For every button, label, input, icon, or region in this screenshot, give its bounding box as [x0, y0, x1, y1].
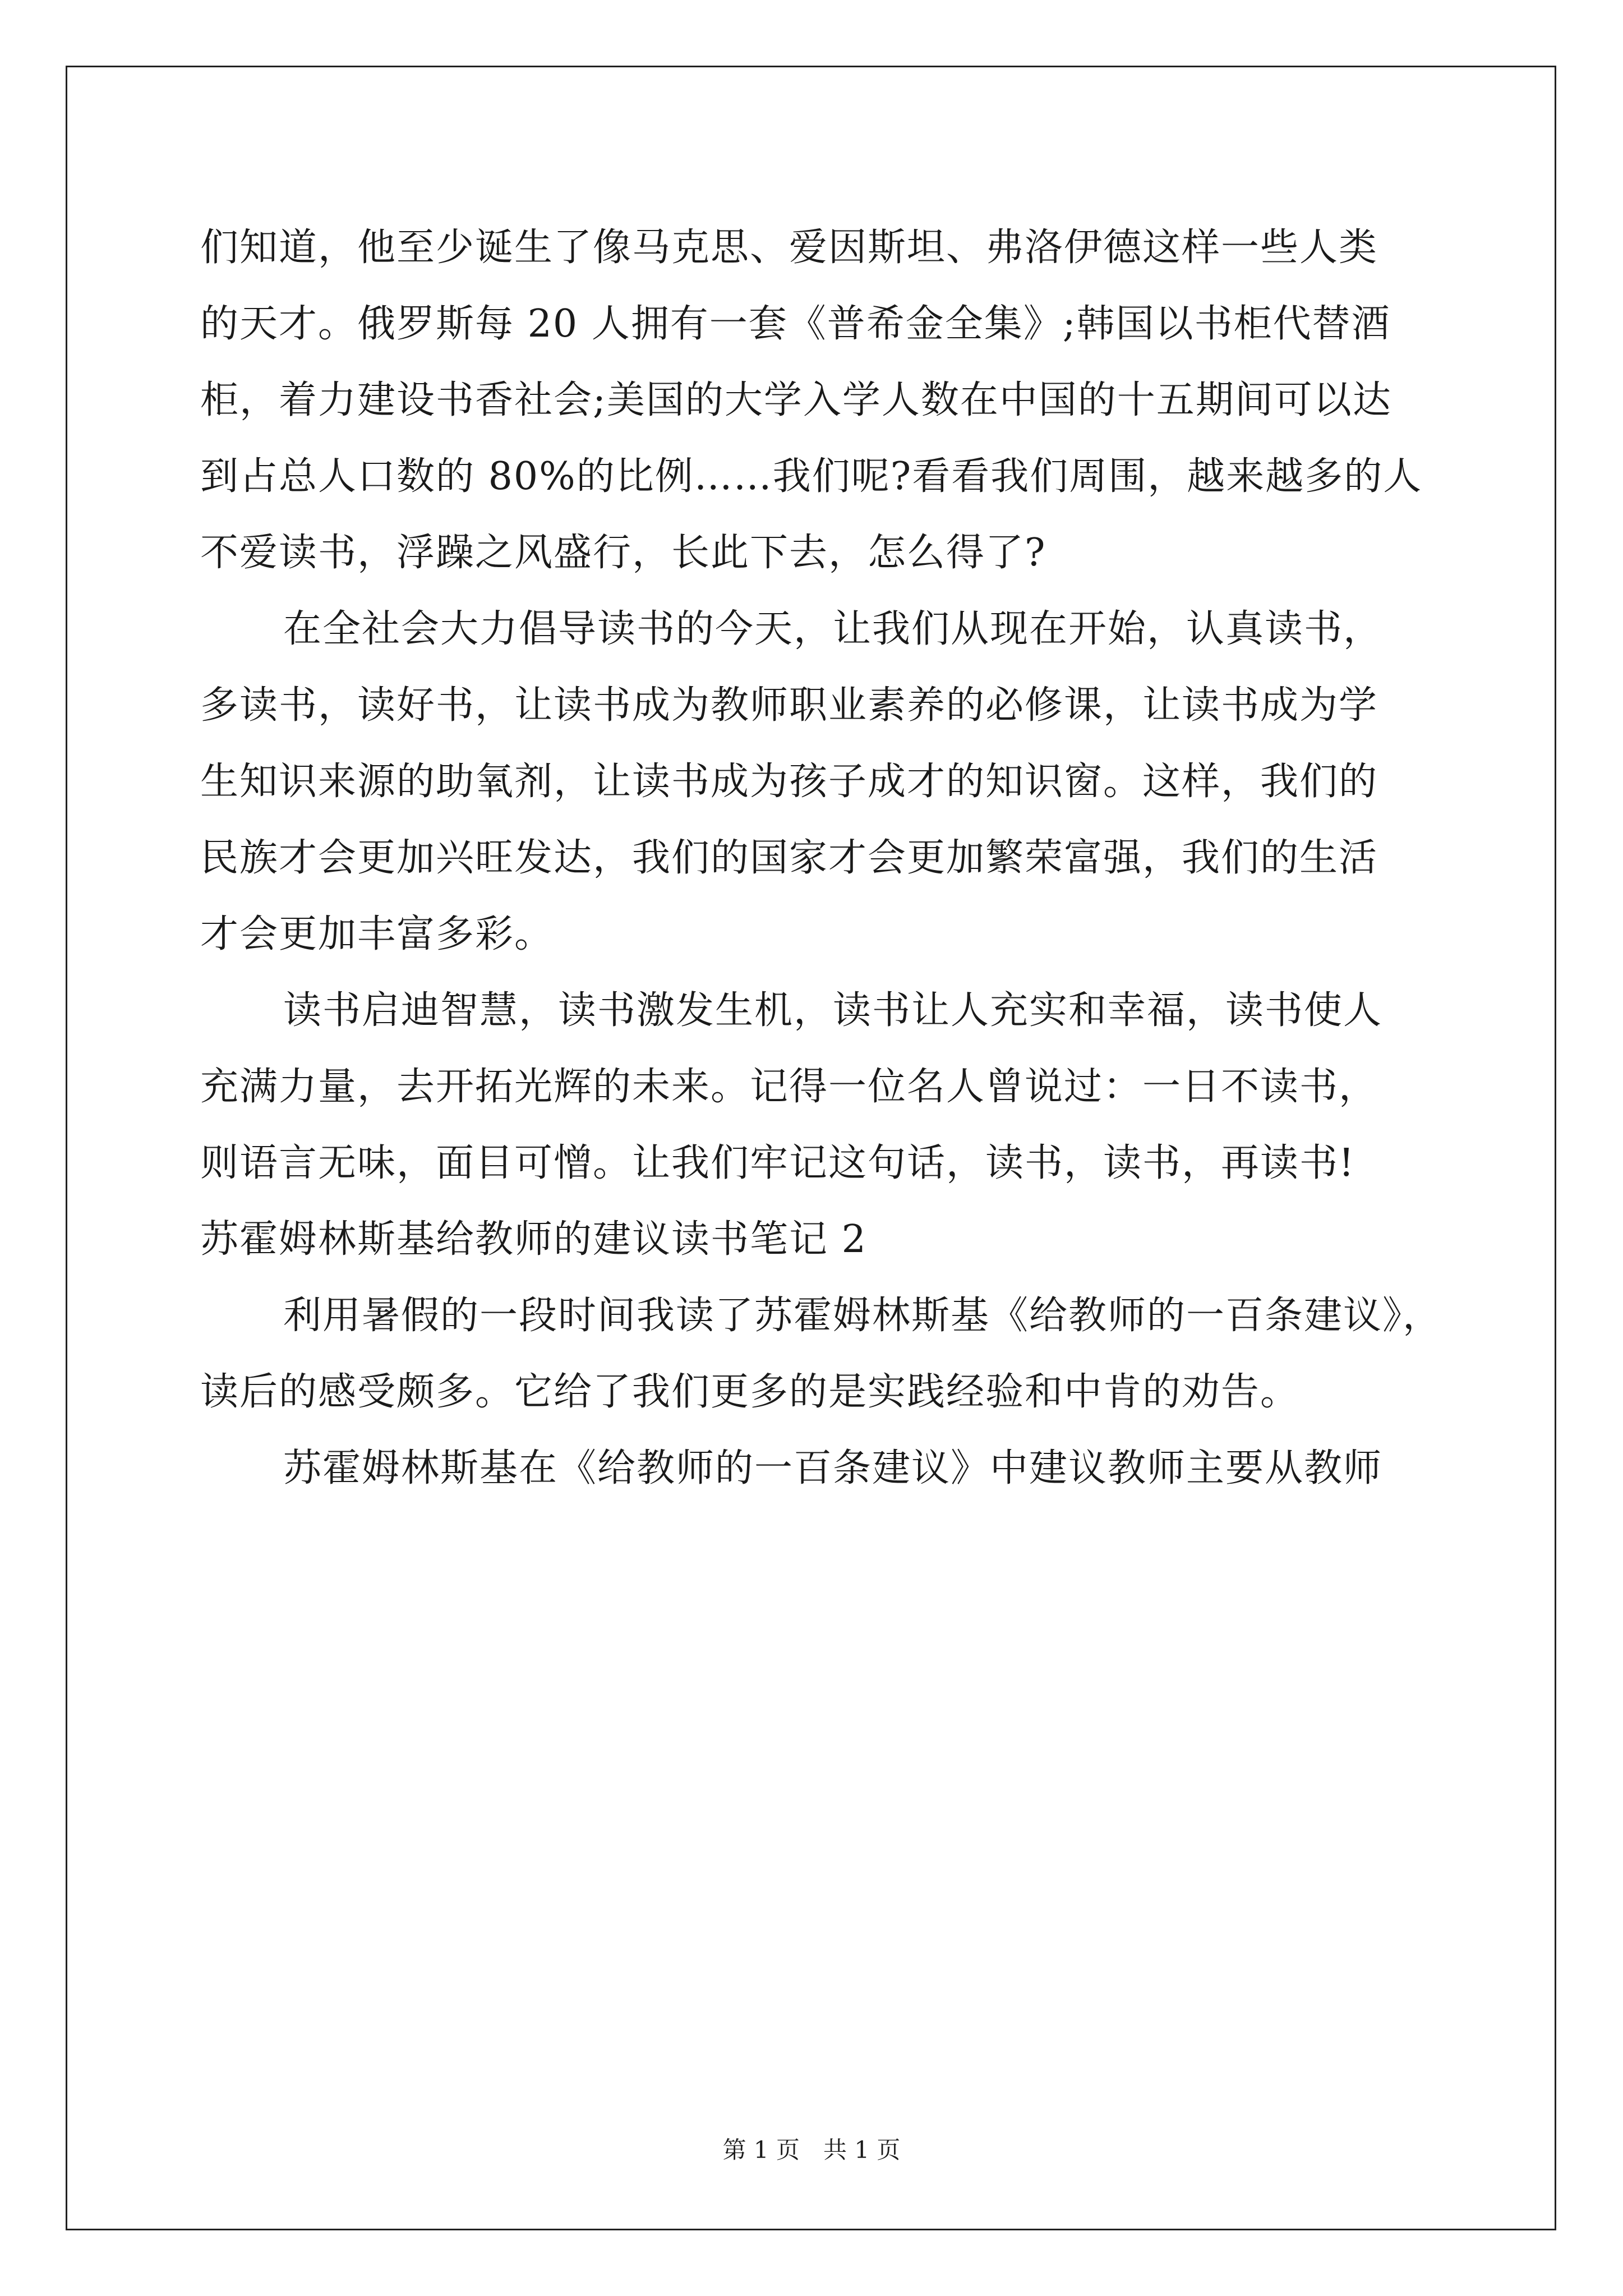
- paragraph-start-line: 利用暑假的一段时间我读了苏霍姆林斯基《给教师的一百条建议》，: [283, 1294, 1442, 1338]
- text-line: 才会更加丰富多彩。: [200, 912, 554, 956]
- paragraph-start-line: 苏霍姆林斯基在《给教师的一百条建议》中建议教师主要从教师: [283, 1446, 1383, 1490]
- section-heading: 苏霍姆林斯基给教师的建议读书笔记 2: [200, 1217, 867, 1262]
- text-line: 读后的感受颇多。它给了我们更多的是实践经验和中肯的劝告。: [200, 1370, 1300, 1414]
- text-line: 的天才。俄罗斯每 20 人拥有一套《普希金全集》;韩国以书柜代替酒: [200, 302, 1391, 346]
- text-line: 生知识来源的助氧剂，让读书成为孩子成才的知识窗。这样，我们的: [200, 760, 1378, 804]
- paragraph-start-line: 读书启迪智慧，读书激发生机，读书让人充实和幸福，读书使人: [283, 988, 1383, 1033]
- paragraph-start-line: 在全社会大力倡导读书的今天，让我们从现在开始，认真读书，: [283, 607, 1383, 651]
- text-line: 到占总人口数的 80%的比例……我们呢?看看我们周围，越来越多的人: [200, 454, 1423, 499]
- text-line: 们知道，他至少诞生了像马克思、爱因斯坦、弗洛伊德这样一些人类: [200, 226, 1378, 270]
- page-footer: 第 1 页 共 1 页: [722, 2136, 901, 2164]
- text-line: 则语言无味，面目可憎。让我们牢记这句话，读书，读书，再读书!: [200, 1141, 1355, 1185]
- text-line: 柜，着力建设书香社会;美国的大学入学人数在中国的十五期间可以达: [200, 378, 1392, 422]
- text-line: 民族才会更加兴旺发达，我们的国家才会更加繁荣富强，我们的生活: [200, 836, 1378, 880]
- text-line: 不爱读书，浮躁之风盛行，长此下去，怎么得了?: [200, 531, 1046, 575]
- text-line: 多读书，读好书，让读书成为教师职业素养的必修课，让读书成为学: [200, 683, 1378, 728]
- text-line: 充满力量，去开拓光辉的未来。记得一位名人曾说过：一日不读书，: [200, 1065, 1378, 1109]
